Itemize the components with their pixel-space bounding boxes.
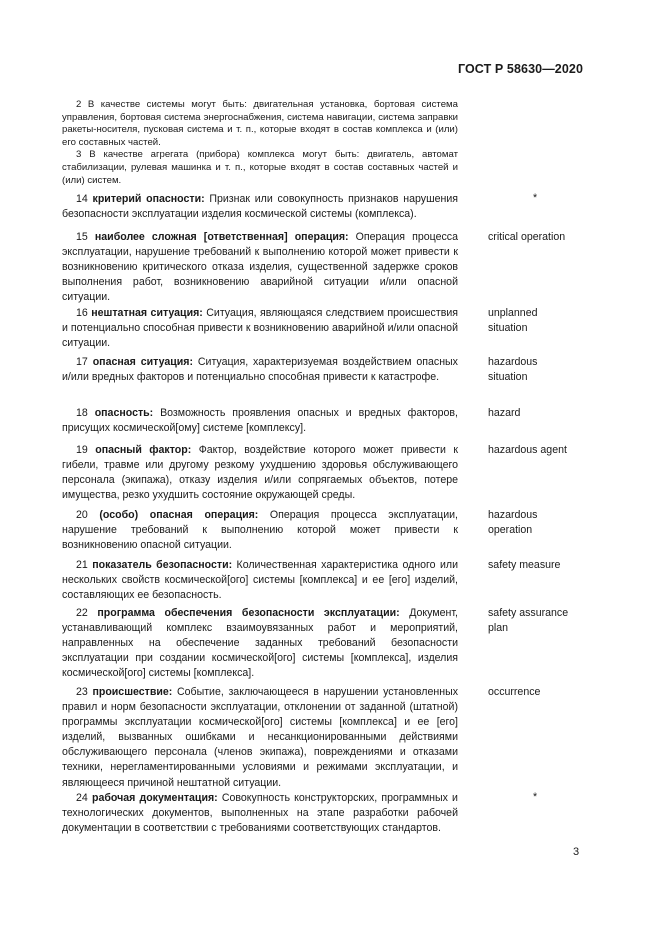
- term-15: [62, 230, 458, 305]
- term-title: критерий опасности:: [92, 193, 205, 205]
- term-number: 17: [76, 356, 88, 368]
- term-definition: Совокупность конструкторских, программных и технологических документов, выполненных на этапе разработки рабочей документации в соответствии с требованиями соответствующих стандартов.: [62, 792, 458, 835]
- term-title: программа обеспечения безопасности эксплуатации:: [97, 607, 400, 619]
- term-number: 19: [76, 444, 88, 456]
- english-equivalent-19: hazardous agent: [488, 444, 567, 456]
- term-number: 18: [76, 407, 88, 419]
- term-title: показатель безопасности:: [92, 559, 233, 571]
- term-24: [62, 791, 458, 836]
- term-20: [62, 508, 458, 553]
- term-19: [62, 443, 458, 503]
- term-definition: Операция процесса эксплуатации, нарушение требований к выполнению которой может привести к возникновению опасной ситуации.: [62, 509, 458, 552]
- english-equivalent-18: hazard: [488, 407, 521, 419]
- term-number: 15: [76, 231, 88, 243]
- term-definition: Событие, заключающееся в нарушении установленных правил и норм безопасности эксплуатации, отклонении от заданной (штатной) программы эксплуатации космической[ого] системы [комплекса] и ее [его] изделий, вызванных ошибками и несанкционированными действиями обслуживающего персонала (членов экипажа), повреждениями и отказами техники, нерегламентированными условиями и режимами эксплуатации, и являющееся причиной нештатной ситуации.: [62, 686, 458, 789]
- term-number: 21: [76, 559, 88, 571]
- term-title: нештатная ситуация:: [91, 307, 203, 319]
- term-definition: Операция процесса эксплуатации, нарушение требований к выполнению которой может привести к возникновению критического отказа изделия, существенной задержке сроков выполнения работ, возникновению аварийной ситуации и/или опасной ситуации.: [62, 231, 458, 304]
- term-definition: Документ, устанавливающий комплекс взаимоувязанных работ и мероприятий, направленных на обеспечение заданных требований безопасности эксплуатации при создании космической[ого] системы [комплекса], изделия космической[ого] системы [комплекса].: [62, 607, 458, 680]
- english-equivalent-14: *: [533, 192, 538, 204]
- term-title: наиболее сложная [ответственная] операция:: [94, 231, 349, 243]
- term-21: [62, 558, 458, 603]
- term-title: происшествие:: [92, 686, 173, 698]
- term-title: (особо) опасная операция:: [99, 509, 259, 521]
- term-number: 23: [76, 686, 88, 698]
- term-18: [62, 406, 458, 436]
- term-definition: Возможность проявления опасных и вредных факторов, присущих космической[ому] системе [комплексу].: [62, 407, 458, 435]
- term-number: 20: [76, 509, 88, 521]
- term-number: 22: [76, 607, 88, 619]
- english-equivalent-22: safety assurance plan: [488, 607, 569, 635]
- term-16: [62, 306, 458, 351]
- term-title: опасный фактор:: [95, 444, 192, 456]
- term-title: опасность:: [94, 407, 154, 419]
- term-number: 14: [76, 193, 88, 205]
- term-title: рабочая документация:: [91, 792, 218, 804]
- term-definition: Количественная характеристика одного или нескольких свойств космической[ого] системы [комплекса] и ее [его] изделий, составляющих ее безопасность.: [62, 559, 458, 602]
- note-2: 2 В качестве системы могут быть: двигательная установка, бортовая система управления, бортовая система энергоснабжения, система навигации, система заправки ракеты-носителя, пусковая система и т. п., которые входят в состав комплекса и (или) его составных частей.: [62, 99, 458, 148]
- term-number: 24: [76, 792, 88, 804]
- english-equivalent-21: safety measure: [488, 559, 561, 571]
- page-number: 3: [573, 846, 580, 858]
- term-23: [62, 685, 458, 791]
- term-14: [62, 192, 458, 222]
- term-title: опасная ситуация:: [92, 356, 193, 368]
- note-3: 3 В качестве агрегата (прибора) комплекса могут быть: двигатель, автомат стабилизации, рулевая машинка и т. п., которые входят в состав составных частей и (или) систем.: [62, 149, 458, 186]
- term-number: 16: [76, 307, 88, 319]
- document-header: ГОСТ Р 58630—2020: [457, 62, 583, 76]
- term-22: [62, 606, 458, 681]
- english-equivalent-23: occurrence: [488, 686, 541, 698]
- notes-block: [62, 99, 458, 187]
- english-equivalent-17: hazardous situation: [488, 356, 538, 384]
- term-definition: Ситуация, характеризуемая воздействием опасных и/или вредных факторов и потенциально способная привести к катастрофе.: [62, 356, 458, 384]
- english-equivalent-16: unplanned situation: [488, 307, 538, 335]
- english-equivalent-24: *: [533, 791, 538, 803]
- english-equivalent-20: hazardous operation: [488, 509, 538, 537]
- term-definition: Признак или совокупность признаков нарушения безопасности эксплуатации изделия космической системы (комплекса).: [62, 193, 458, 221]
- term-definition: Ситуация, являющаяся следствием происшествия и потенциально способная привести к возникновению аварийной и/или опасной ситуации.: [62, 307, 458, 350]
- english-equivalent-15: critical operation: [488, 231, 566, 243]
- term-definition: Фактор, воздействие которого может привести к гибели, травме или другому резкому ухудшению здоровья обслуживающего персонала (экипажа), отказу изделия и/или сопрягаемых объектов, потере имущества, резко ухудшить состояние окружающей среды.: [62, 444, 458, 502]
- term-17: [62, 355, 458, 385]
